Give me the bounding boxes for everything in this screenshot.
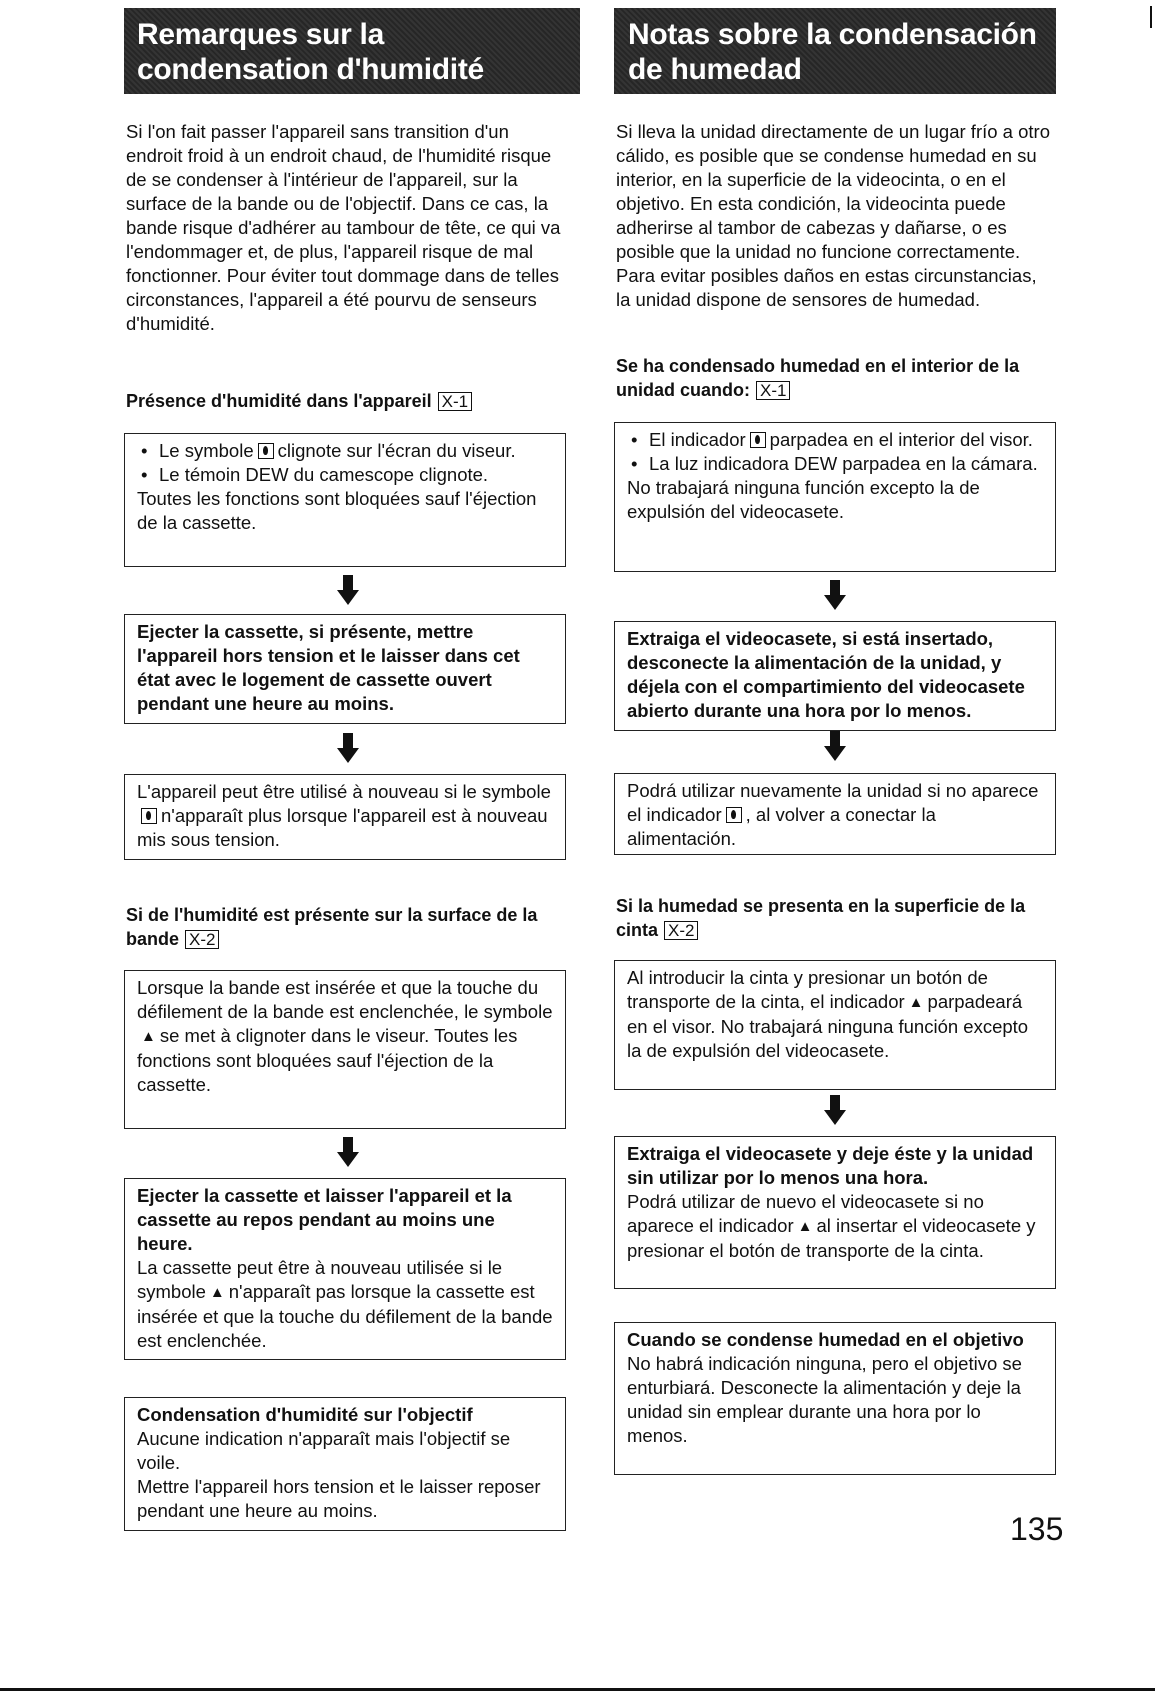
- subheading-text: Si de l'humidité est présente sur la surface de la bande: [126, 905, 538, 949]
- reference-tag: X-2: [664, 921, 698, 940]
- list-item-text: clignote sur l'écran du viseur.: [277, 440, 516, 461]
- list-item-text: El indicador: [649, 429, 746, 450]
- reference-tag: X-1: [438, 392, 472, 411]
- eject-icon: ▲: [908, 994, 924, 1011]
- action-text: Ejecter la cassette, si présente, mettre l'appareil hors tension et le laisser dans cet état avec le logement de cassette ouvert pendant une heure au moins.: [137, 621, 520, 714]
- box-text: La cassette peut être à nouveau utilisée si le symbole: [137, 1257, 503, 1302]
- list-item-text: Le témoin DEW du camescope clignote.: [159, 464, 489, 485]
- arrow-down-icon: [337, 575, 359, 605]
- arrow-down-icon: [824, 580, 846, 610]
- box-text: No trabajará ninguna función excepto la de expulsión del videocasete.: [627, 477, 980, 522]
- result-text: L'appareil peut être utilisé à nouveau si le symbole: [137, 781, 551, 802]
- subheading-moisture-tape: [126, 903, 566, 951]
- eject-icon: ▲: [797, 1218, 813, 1235]
- box-text: Al introducir la cinta y presionar un botón de transporte de la cinta, el indicador: [627, 967, 988, 1012]
- box-text: al insertar el videocasete y presionar el botón de transporte de la cinta.: [627, 1215, 1036, 1261]
- result-box: [124, 774, 566, 860]
- box-text: n'apparaît pas lorsque la cassette est insérée et que la touche du défilement de la bande est enclenchée.: [137, 1281, 553, 1351]
- reference-tag: X-2: [185, 930, 219, 949]
- symptom-box: [614, 422, 1056, 572]
- dew-symbol-icon: [141, 808, 157, 824]
- box-text: No habrá indicación ninguna, pero el objetivo se enturbiará. Desconecte la alimentación y deje la unidad sin emplear durante una hora por lo menos.: [627, 1353, 1022, 1446]
- list-item-text: La luz indicadora DEW parpadea en la cámara.: [649, 453, 1038, 474]
- header-line-2: condensation d'humidité: [137, 53, 484, 86]
- eject-icon: ▲: [209, 1284, 225, 1301]
- arrow-down-icon: [824, 731, 846, 761]
- lens-condensation-box: [614, 1322, 1056, 1475]
- subheading-moisture-inside: [126, 389, 566, 413]
- arrow-down-icon: [824, 1095, 846, 1125]
- box-text: se met à clignoter dans le viseur. Toutes les fonctions sont bloquées sauf l'éjection de la cassette.: [137, 1025, 518, 1095]
- action-box: [614, 621, 1056, 731]
- list-item-text: parpadea en el interior del visor.: [769, 429, 1033, 450]
- list-item: [137, 463, 553, 487]
- box-text: parpadeará en el visor. No trabajará ninguna función excepto la de expulsión del videocasete.: [627, 991, 1029, 1061]
- result-text: n'apparaît plus lorsque l'appareil est à nouveau mis sous tension.: [137, 805, 548, 850]
- section-header-spanish: [614, 8, 1056, 94]
- list-item-text: Le symbole: [159, 440, 254, 461]
- box-text: Lorsque la bande est insérée et que la touche du défilement de la bande est enclenchée, le symbole: [137, 977, 553, 1022]
- subheading-moisture-inside: [616, 354, 1056, 402]
- action-text: Extraiga el videocasete y deje éste y la unidad sin utilizar por lo menos una hora.: [627, 1143, 1034, 1188]
- action-box: [124, 614, 566, 724]
- list-item: [137, 439, 553, 463]
- crop-mark: [1150, 6, 1152, 28]
- section-header-french: [124, 8, 580, 94]
- box-heading: Condensation d'humidité sur l'objectif: [137, 1404, 473, 1425]
- intro-paragraph: Si l'on fait passer l'appareil sans transition d'un endroit froid à un endroit chaud, de l'humidité risque de se condenser à l'intérieur de l'appareil, sur la surface de la bande ou de l'objectif. Dans ce cas, la bande risque d'adhérer au tambour de tête, ce qui va l'endommager et, de plus, l'appareil risque de mal fonctionner. Pour éviter tout dommage dans de telles circonstances, l'appareil a été pourvu de senseurs d'humidité.: [126, 121, 561, 334]
- arrow-down-icon: [337, 1137, 359, 1167]
- symptom-box: [124, 433, 566, 567]
- box-heading: Cuando se condense humedad en el objetivo: [627, 1329, 1024, 1350]
- arrow-down-icon: [337, 733, 359, 763]
- result-text: , al volver a conectar la alimentación.: [627, 804, 936, 849]
- result-box: [614, 773, 1056, 855]
- action-text: Extraiga el videocasete, si está insertado, desconecte la alimentación de la unidad, y déjela con el compartimiento del videocasete abierto durante una hora por lo menos.: [627, 628, 1025, 721]
- eject-icon: ▲: [141, 1028, 156, 1045]
- header-line-2: de humedad: [628, 53, 802, 86]
- subheading-text: Si la humedad se presenta en la superficie de la cinta: [616, 896, 1026, 940]
- dew-symbol-icon: [726, 807, 742, 823]
- box-text: Podrá utilizar de nuevo el videocasete si no aparece el indicador: [627, 1191, 984, 1236]
- box-text: Toutes les fonctions sont bloquées sauf l'éjection de la cassette.: [137, 488, 537, 533]
- header-line-1: Remarques sur la: [137, 18, 384, 51]
- page-number: 135: [1010, 1511, 1064, 1547]
- box-text: Mettre l'appareil hors tension et le laisser reposer pendant une heure au moins.: [137, 1476, 541, 1521]
- header-line-1: Notas sobre la condensación: [628, 18, 1037, 51]
- intro-paragraph: Si lleva la unidad directamente de un lugar frío a otro cálido, es posible que se condense humedad en su interior, en la superficie de la videocinta, o en el objetivo. En esta condición, la videocinta puede adherirse al tambor de cabezas y dañarse, o es posible que la unidad no funcione correctamente. Para evitar posibles daños en estas circunstancias, la unidad dispone de sensores de humedad.: [616, 121, 1050, 310]
- action-box-tape: [614, 1136, 1056, 1289]
- symptom-box-tape: [124, 970, 566, 1129]
- dew-symbol-icon: [750, 432, 766, 448]
- list-item: [627, 428, 1043, 452]
- dew-symbol-icon: [258, 443, 274, 459]
- reference-tag: X-1: [756, 381, 790, 400]
- box-text: Aucune indication n'apparaît mais l'objectif se voile.: [137, 1428, 511, 1473]
- action-box-tape: [124, 1178, 566, 1360]
- action-text: Ejecter la cassette et laisser l'appareil et la cassette au repos pendant au moins une heure.: [137, 1185, 512, 1254]
- symptom-box-tape: [614, 960, 1056, 1090]
- subheading-text: Se ha condensado humedad en el interior de la unidad cuando:: [616, 356, 1020, 400]
- subheading-moisture-tape: [616, 894, 1056, 942]
- lens-condensation-box: [124, 1397, 566, 1531]
- result-text: Podrá utilizar nuevamente la unidad si no aparece el indicador: [627, 780, 1039, 825]
- subheading-text: Présence d'humidité dans l'appareil: [126, 391, 432, 411]
- list-item: [627, 452, 1043, 476]
